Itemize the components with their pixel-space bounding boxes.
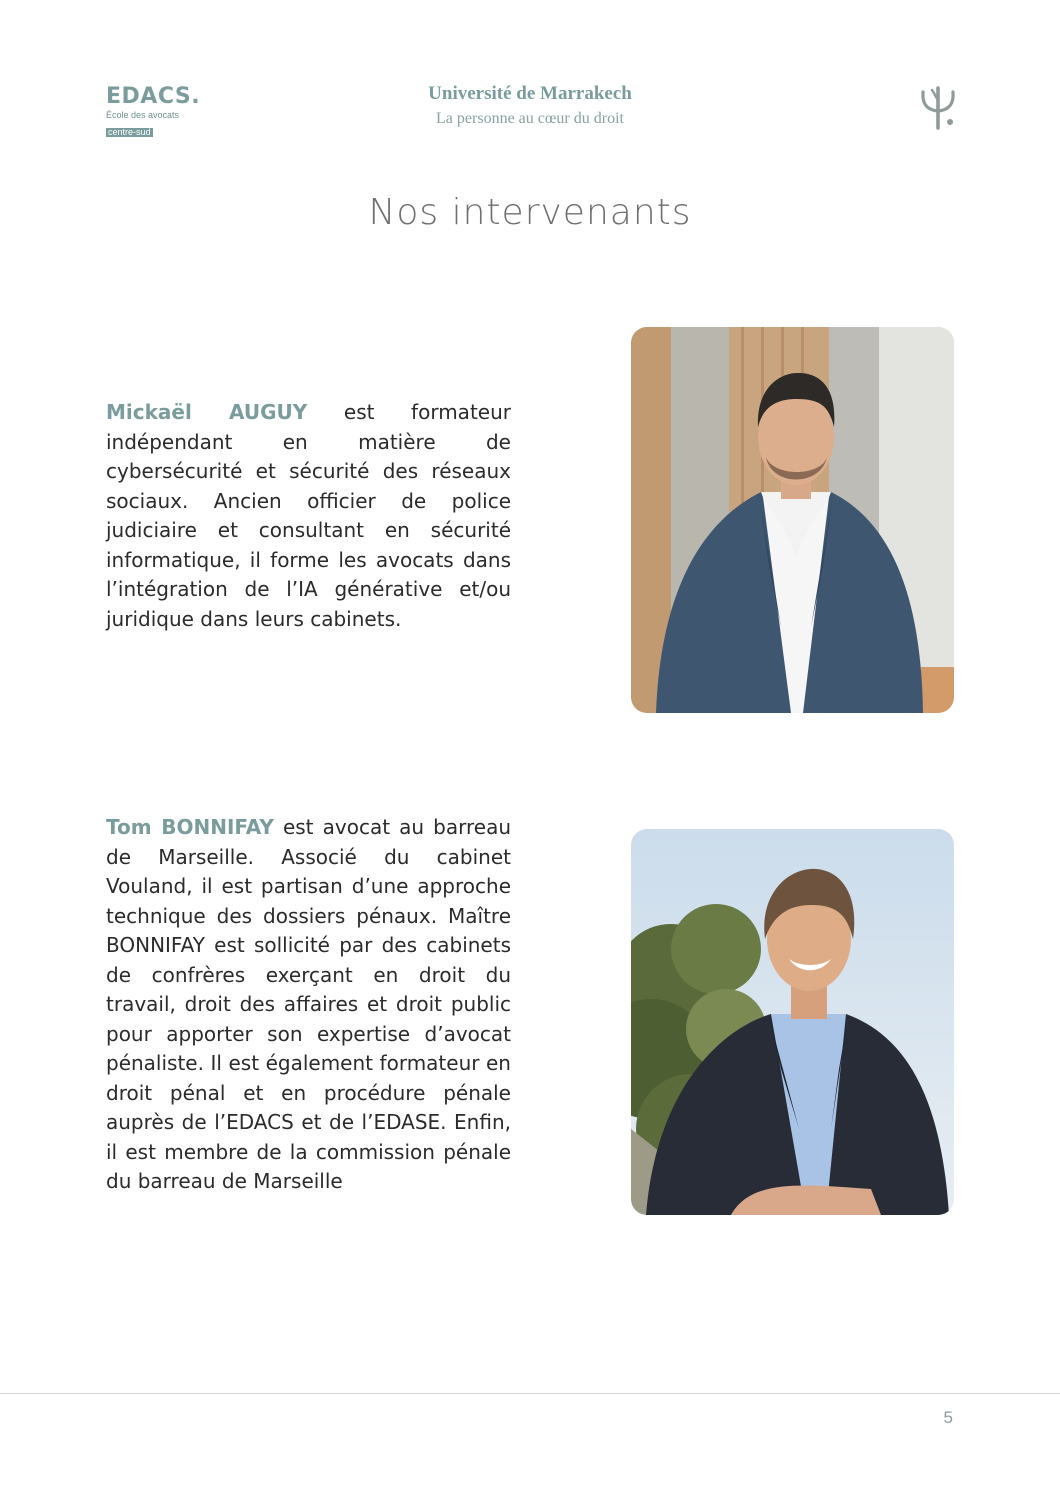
speaker-name: Tom BONNIFAY [106, 815, 274, 839]
header-university-block [330, 82, 730, 132]
edacs-logo-subtitle: École des avocats [106, 110, 180, 120]
speaker-photo-bonnifay [631, 829, 954, 1215]
speaker-bio-bonnifay [106, 813, 511, 1197]
page-number: 5 [943, 1408, 953, 1427]
speaker-photo-auguy [631, 327, 954, 713]
university-name: Université de Marrakech [428, 83, 632, 104]
university-motto: La personne au cœur du droit [436, 110, 624, 127]
psi-symbol-icon [918, 84, 958, 134]
speaker-name: Mickaël AUGUY [106, 400, 308, 424]
page-title: Nos intervenants [368, 192, 692, 233]
edacs-logo [106, 86, 206, 139]
edacs-logo-brand: EDACS. [106, 84, 201, 109]
speaker-bio-text: est avocat au barreau de Marseille. Associé du cabinet Vouland, il est partisan d’une approche technique des dossiers pénaux. Maître BONNIFAY est sollicité par des cabinets de confrères exerçant en droit du travail, droit des affaires et droit public pour apporter son expertise d’avocat pénaliste. Il est également formateur en droit pénal et en procédure pénale auprès de l’EDACS et de l’EDASE. Enfin, il est membre de la commission pénale du barreau de Marseille [106, 815, 512, 1193]
footer-divider [0, 1393, 1060, 1394]
edacs-logo-region: centre-sud [108, 127, 151, 137]
speaker-bio-auguy [106, 398, 511, 634]
speaker-bio-text: est formateur indépendant en matière de cybersécurité et sécurité des réseaux sociaux. Ancien officier de police judiciaire et consultant en sécurité informatique, il forme les avocats dans l’intégration de l’IA générative et/ou juridique dans leurs cabinets. [106, 400, 511, 631]
